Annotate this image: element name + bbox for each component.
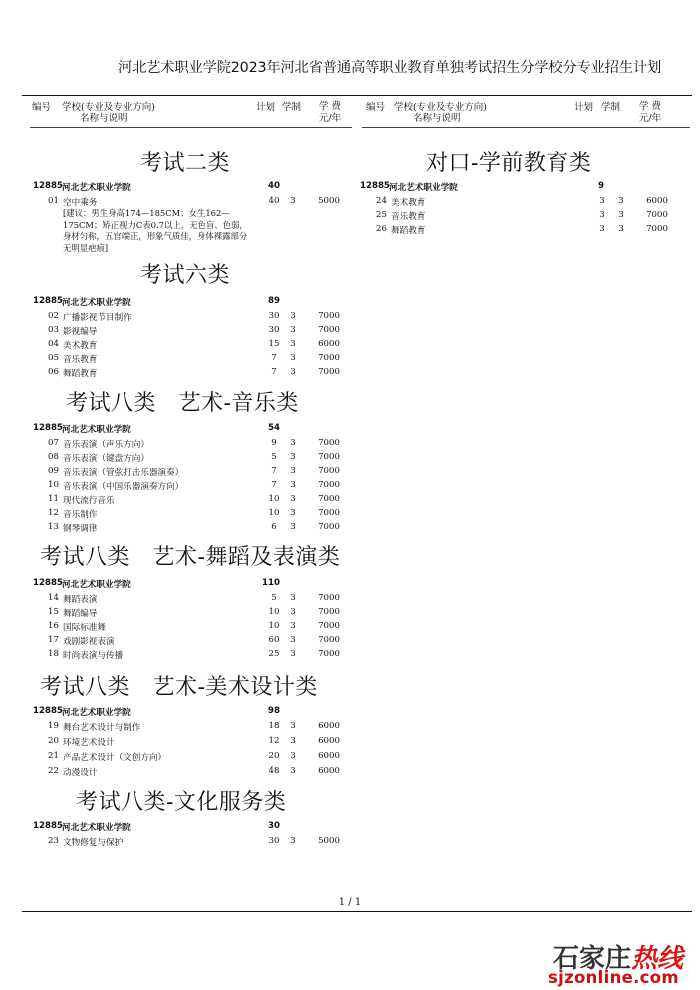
school-total: 89 <box>268 296 280 306</box>
major-plan: 7 <box>271 466 277 476</box>
header-underline-left <box>30 127 352 128</box>
major-id: 09 <box>48 466 59 476</box>
school-name: 河北艺术职业学院 <box>62 183 131 193</box>
major-fee: 7000 <box>318 367 340 377</box>
major-id: 18 <box>48 649 59 659</box>
major-years: 3 <box>290 339 296 349</box>
school-code: 12885 <box>33 423 63 433</box>
major-id: 24 <box>376 196 387 206</box>
major-years: 3 <box>290 480 296 490</box>
major-name: 音乐表演（管弦打击乐器演奏） <box>63 468 184 478</box>
school-name: 河北艺术职业学院 <box>389 183 458 193</box>
major-name: 现代流行音乐 <box>63 496 115 506</box>
section-heading: 考试八类 艺术-舞蹈及表演类 <box>40 545 341 570</box>
major-name: 动漫设计 <box>63 768 98 778</box>
major-name: 音乐教育 <box>63 355 98 365</box>
major-years: 3 <box>290 649 296 659</box>
major-years: 3 <box>290 621 296 631</box>
header-desc-right: 名称与说明 <box>413 113 461 124</box>
major-years: 3 <box>290 721 296 731</box>
major-years: 3 <box>290 751 296 761</box>
major-name: 环境艺术设计 <box>63 738 115 748</box>
major-note: [建议：男生身高174—185CM；女生162—175CM；矫正视力C表0.7以上，无色盲、色弱，身材匀称，五官端正，形象气质佳，身体裸露部分无明显疤痕] <box>63 208 248 253</box>
major-name: 音乐教育 <box>391 212 426 222</box>
major-plan: 12 <box>268 736 280 746</box>
major-name: 舞蹈表演 <box>63 595 98 605</box>
document-title: 河北艺术职业学院2023年河北省普通高等职业教育单独考试招生分学校分专业招生计划 <box>118 60 662 76</box>
section-heading: 考试二类 <box>140 151 231 176</box>
major-name: 美术教育 <box>391 198 426 208</box>
major-years: 3 <box>290 766 296 776</box>
major-id: 26 <box>376 224 387 234</box>
major-id: 21 <box>48 751 59 761</box>
school-code: 12885 <box>33 578 63 588</box>
school-total: 54 <box>268 423 280 433</box>
major-fee: 7000 <box>318 593 340 603</box>
major-plan: 48 <box>268 766 280 776</box>
major-fee: 7000 <box>318 438 340 448</box>
major-fee: 7000 <box>318 522 340 532</box>
page-number: 1 / 1 <box>338 897 362 908</box>
major-plan: 3 <box>599 196 605 206</box>
major-id: 01 <box>48 196 59 206</box>
major-plan: 10 <box>268 508 280 518</box>
major-fee: 7000 <box>646 224 668 234</box>
watermark-red-text: 热线 <box>631 944 684 974</box>
major-name: 国际标准舞 <box>63 623 106 633</box>
major-name: 钢琴调律 <box>63 524 98 534</box>
major-years: 3 <box>290 736 296 746</box>
major-fee: 7000 <box>318 480 340 490</box>
major-plan: 60 <box>268 635 280 645</box>
major-fee: 6000 <box>646 196 668 206</box>
header-years: 学制 <box>282 102 302 113</box>
header-fee-bottom: 元/年 <box>318 113 342 124</box>
major-fee: 5000 <box>318 196 340 206</box>
major-plan: 40 <box>268 196 280 206</box>
major-name: 影视编导 <box>63 327 98 337</box>
header-desc: 名称与说明 <box>80 113 128 124</box>
major-years: 3 <box>618 224 624 234</box>
school-name: 河北艺术职业学院 <box>62 823 131 833</box>
major-years: 3 <box>290 438 296 448</box>
major-plan: 18 <box>268 721 280 731</box>
major-years: 3 <box>618 210 624 220</box>
school-total: 110 <box>262 578 280 588</box>
major-name: 音乐制作 <box>63 510 98 520</box>
major-plan: 5 <box>271 452 277 462</box>
major-plan: 3 <box>599 210 605 220</box>
major-id: 25 <box>376 210 387 220</box>
major-id: 22 <box>48 766 59 776</box>
major-plan: 10 <box>268 607 280 617</box>
major-plan: 20 <box>268 751 280 761</box>
major-years: 3 <box>290 494 296 504</box>
major-fee: 7000 <box>318 607 340 617</box>
major-id: 07 <box>48 438 59 448</box>
major-id: 11 <box>48 494 59 504</box>
major-plan: 7 <box>271 480 277 490</box>
header-school: 学校(专业及专业方向) <box>62 102 155 113</box>
school-name: 河北艺术职业学院 <box>62 708 131 718</box>
major-fee: 6000 <box>318 751 340 761</box>
major-id: 13 <box>48 522 59 532</box>
major-plan: 7 <box>271 367 277 377</box>
major-fee: 7000 <box>318 466 340 476</box>
school-total: 9 <box>598 181 604 191</box>
major-id: 05 <box>48 353 59 363</box>
school-code: 12885 <box>360 181 390 191</box>
major-years: 3 <box>290 452 296 462</box>
major-id: 15 <box>48 607 59 617</box>
major-name: 美术教育 <box>63 341 98 351</box>
major-id: 20 <box>48 736 59 746</box>
major-plan: 5 <box>271 593 277 603</box>
major-years: 3 <box>290 196 296 206</box>
major-id: 17 <box>48 635 59 645</box>
major-fee: 7000 <box>318 311 340 321</box>
header-school-right: 学校(专业及专业方向) <box>394 102 487 113</box>
major-name: 文物修复与保护 <box>63 838 124 848</box>
major-fee: 7000 <box>318 649 340 659</box>
major-fee: 7000 <box>318 353 340 363</box>
major-name: 音乐表演（中国乐器演奏方向） <box>63 482 184 492</box>
section-heading: 考试八类 艺术-音乐类 <box>66 391 299 416</box>
school-code: 12885 <box>33 181 63 191</box>
major-years: 3 <box>290 522 296 532</box>
major-plan: 15 <box>268 339 280 349</box>
school-code: 12885 <box>33 706 63 716</box>
major-plan: 10 <box>268 621 280 631</box>
major-years: 3 <box>290 508 296 518</box>
major-name: 空中乘务 <box>63 198 98 208</box>
school-code: 12885 <box>33 296 63 306</box>
header-years-right: 学制 <box>601 102 621 113</box>
major-years: 3 <box>290 466 296 476</box>
major-years: 3 <box>290 353 296 363</box>
major-fee: 5000 <box>318 836 340 846</box>
watermark-url: sjzonline.com <box>548 968 679 987</box>
school-total: 40 <box>268 181 280 191</box>
major-fee: 7000 <box>318 508 340 518</box>
school-name: 河北艺术职业学院 <box>62 580 131 590</box>
major-years: 3 <box>290 311 296 321</box>
major-plan: 6 <box>271 522 277 532</box>
major-plan: 30 <box>268 836 280 846</box>
major-fee: 6000 <box>318 736 340 746</box>
major-plan: 25 <box>268 649 280 659</box>
major-name: 舞台艺术设计与制作 <box>63 723 141 733</box>
school-total: 30 <box>268 821 280 831</box>
major-plan: 9 <box>271 438 277 448</box>
major-id: 12 <box>48 508 59 518</box>
major-fee: 7000 <box>318 635 340 645</box>
major-years: 3 <box>618 196 624 206</box>
major-years: 3 <box>290 367 296 377</box>
section-heading: 考试八类 艺术-美术设计类 <box>40 675 318 700</box>
major-fee: 7000 <box>318 621 340 631</box>
major-id: 06 <box>48 367 59 377</box>
major-fee: 6000 <box>318 721 340 731</box>
major-id: 16 <box>48 621 59 631</box>
major-plan: 30 <box>268 325 280 335</box>
major-name: 音乐表演（键盘方向） <box>63 454 149 464</box>
major-id: 02 <box>48 311 59 321</box>
school-name: 河北艺术职业学院 <box>62 298 131 308</box>
major-fee: 7000 <box>318 325 340 335</box>
major-years: 3 <box>290 593 296 603</box>
school-total: 98 <box>268 706 280 716</box>
school-name: 河北艺术职业学院 <box>62 425 131 435</box>
major-name: 戏剧影视表演 <box>63 637 115 647</box>
major-years: 3 <box>290 325 296 335</box>
section-heading: 考试六类 <box>140 263 231 288</box>
top-rule <box>22 95 692 96</box>
header-code-right: 编号 <box>366 102 386 113</box>
major-name: 舞蹈教育 <box>391 226 426 236</box>
bottom-rule <box>22 911 692 912</box>
major-name: 舞蹈编导 <box>63 609 98 619</box>
major-fee: 7000 <box>318 494 340 504</box>
section-heading: 对口-学前教育类 <box>426 151 592 176</box>
major-id: 10 <box>48 480 59 490</box>
major-years: 3 <box>290 635 296 645</box>
major-fee: 6000 <box>318 766 340 776</box>
school-code: 12885 <box>33 821 63 831</box>
major-id: 19 <box>48 721 59 731</box>
major-name: 音乐表演（声乐方向） <box>63 440 149 450</box>
major-years: 3 <box>290 836 296 846</box>
major-id: 03 <box>48 325 59 335</box>
header-plan-right: 计划 <box>574 102 594 113</box>
major-plan: 30 <box>268 311 280 321</box>
major-fee: 7000 <box>318 452 340 462</box>
section-heading: 考试八类-文化服务类 <box>76 790 287 815</box>
header-code: 编号 <box>32 102 52 113</box>
major-plan: 7 <box>271 353 277 363</box>
header-underline-right <box>362 127 690 128</box>
major-id: 23 <box>48 836 59 846</box>
major-id: 08 <box>48 452 59 462</box>
major-years: 3 <box>290 607 296 617</box>
header-plan: 计划 <box>256 102 276 113</box>
major-id: 04 <box>48 339 59 349</box>
header-fee-top: 学 费 <box>318 101 342 112</box>
major-id: 14 <box>48 593 59 603</box>
major-fee: 6000 <box>318 339 340 349</box>
major-name: 产品艺术设计（文创方向） <box>63 753 167 763</box>
header-fee-bottom-right: 元/年 <box>638 113 662 124</box>
header-fee-top-right: 学 费 <box>638 101 662 112</box>
major-plan: 3 <box>599 224 605 234</box>
major-name: 时尚表演与传播 <box>63 651 124 661</box>
major-plan: 10 <box>268 494 280 504</box>
watermark-main-text: 石家庄 <box>553 944 632 974</box>
major-fee: 7000 <box>646 210 668 220</box>
major-name: 广播影视节目制作 <box>63 313 132 323</box>
major-name: 舞蹈教育 <box>63 369 98 379</box>
